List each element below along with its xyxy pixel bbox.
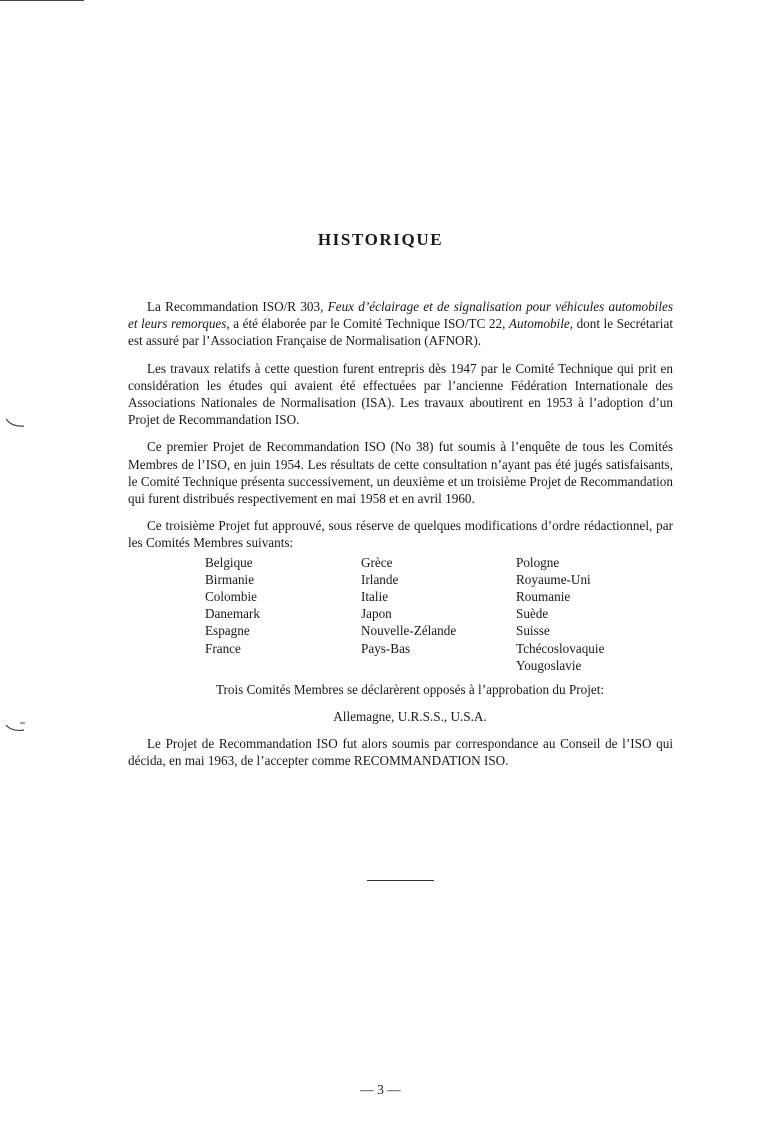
body-text	[128, 298, 673, 779]
p1-title-italic: Feux d’éclairage et de signalisation pour véhicules automobiles et leurs remorques,	[128, 299, 673, 332]
country-column-1	[205, 554, 260, 657]
page-number: — 3 —	[360, 1082, 401, 1097]
list-item: Royaume-Uni	[516, 571, 591, 587]
margin-mark-icon	[4, 722, 28, 734]
paragraph-1	[128, 298, 673, 350]
p1-text-a: La Recommandation ISO/R 303,	[147, 299, 328, 314]
page-title: HISTORIQUE	[317, 230, 444, 249]
list-item: Roumanie	[516, 589, 571, 605]
p1-text-e: dont le Secrétariat est assuré par l’Association Française de Normalisation (AFNOR).	[128, 316, 673, 349]
list-item: Irlande	[361, 571, 399, 587]
paragraph-4: Ce troisième Projet fut approuvé, sous réserve de quelques modifications d’ordre rédactionnel, par les Comités Membres suivants:	[128, 518, 673, 551]
section-divider	[367, 880, 434, 881]
list-item: Pays-Bas	[361, 640, 411, 656]
list-item: Pologne	[516, 554, 560, 570]
list-item: Suède	[516, 606, 549, 622]
opposed-list: Allemagne, U.R.S.S., U.S.A.	[333, 708, 487, 724]
list-item: Suisse	[516, 623, 550, 639]
paragraph-2: Les travaux relatifs à cette question furent entrepris dès 1947 par le Comité Technique qui prit en considération les études qui avaient été effectuées par l’ancienne Fédération Internationale des Associations Nationales de Normalisation (ISA). Les travaux aboutirent en 1953 à l’adoption d’un Projet de Recommandation ISO.	[128, 360, 673, 428]
list-item: Japon	[361, 606, 392, 622]
margin-mark-icon	[4, 417, 28, 429]
paragraph-3: Ce premier Projet de Recommandation ISO (No 38) fut soumis à l’enquête de tous les Comités Membres de l’ISO, en juin 1954. Les résultats de cette consultation n’ayant pas été jugés satisfaisants, le Comité Technique présenta successivement, un deuxième et un troisième Projet de Recommandation qui furent distribués respectivement en mai 1958 et en avril 1960.	[128, 439, 673, 507]
country-column-2	[361, 554, 456, 657]
list-item: Italie	[361, 589, 389, 605]
list-item: Belgique	[205, 554, 253, 570]
list-item: Colombie	[205, 589, 258, 605]
p1-committee-italic: Automobile,	[508, 316, 574, 332]
paragraph-5: Le Projet de Recommandation ISO fut alors soumis par correspondance au Conseil de l’ISO qui décida, en mai 1963, de l’accepter comme RECOMMANDATION ISO.	[128, 736, 673, 769]
country-column-3	[516, 554, 604, 674]
list-item: Birmanie	[205, 571, 255, 587]
top-rule	[0, 0, 84, 1]
country-list	[128, 554, 673, 674]
list-item: Yougoslavie	[516, 657, 582, 673]
list-item: Nouvelle-Zélande	[361, 623, 457, 639]
list-item: Danemark	[205, 606, 260, 622]
list-item: Grèce	[361, 554, 393, 570]
list-item: France	[205, 640, 241, 656]
opposed-intro: Trois Comités Membres se déclarèrent opposés à l’approbation du Projet:	[215, 681, 605, 697]
list-item: Tchécoslovaquie	[516, 640, 605, 656]
list-item: Espagne	[205, 623, 250, 639]
p1-text-c: a été élaborée par le Comité Technique ISO/TC 22,	[229, 316, 509, 332]
